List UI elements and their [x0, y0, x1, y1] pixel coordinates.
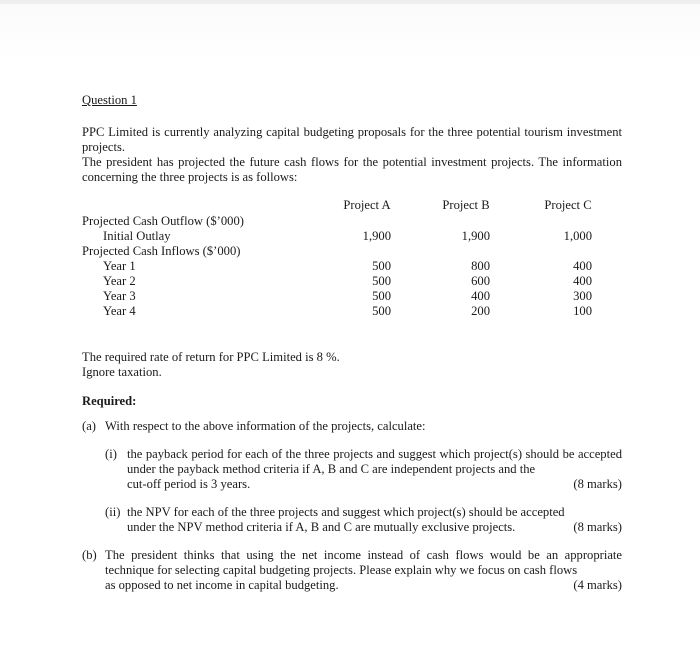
part-a-ii-last-line — [127, 520, 622, 535]
column-header-project-c: Project C — [544, 198, 592, 212]
part-a-ii — [105, 505, 622, 535]
part-a-i-text — [127, 447, 622, 492]
year3-a: 500 — [372, 289, 391, 303]
table-row — [82, 304, 622, 319]
question-title: Question 1 — [82, 93, 137, 107]
part-a-ii-last-text: under the NPV method criteria if A, B and C are mutually exclusive projects. — [127, 520, 516, 534]
part-a — [82, 419, 622, 434]
column-header-project-a: Project A — [343, 198, 391, 212]
taxation-note: Ignore taxation. — [82, 365, 162, 379]
notes-block — [82, 350, 622, 380]
year4-c: 100 — [573, 304, 592, 318]
year2-c: 400 — [573, 274, 592, 288]
part-a-label: (a) — [82, 419, 96, 433]
part-a-i — [105, 447, 622, 492]
year-label: Year 1 — [103, 259, 136, 273]
year-label: Year 3 — [103, 289, 136, 303]
table-row — [82, 289, 622, 304]
table-row — [82, 229, 622, 244]
inflow-header-row — [82, 244, 622, 259]
cash-flow-table — [82, 198, 622, 328]
table-header-row — [82, 198, 622, 213]
year2-a: 500 — [372, 274, 391, 288]
part-b-body: The president thinks that using the net income instead of cash flows would be an appropriate technique for selecting capital budgeting projects. Please explain why we focus on cash flows — [105, 548, 622, 577]
required-rate-note: The required rate of return for PPC Limited is 8 %. — [82, 350, 340, 364]
year3-b: 400 — [471, 289, 490, 303]
part-a-i-last-line — [127, 477, 622, 492]
year-label: Year 2 — [103, 274, 136, 288]
part-a-ii-body: the NPV for each of the three projects and suggest which project(s) should be accepted — [127, 505, 565, 519]
year4-a: 500 — [372, 304, 391, 318]
part-a-i-label: (i) — [105, 447, 117, 461]
year1-b: 800 — [471, 259, 490, 273]
part-a-ii-text — [127, 505, 622, 535]
part-b-last-text: as opposed to net income in capital budgeting. — [105, 578, 339, 592]
initial-outlay-label: Initial Outlay — [103, 229, 171, 243]
intro-paragraph-2: The president has projected the future cash flows for the potential investment projects. The information concerning the three projects is as follows: — [82, 155, 622, 184]
part-a-i-marks: (8 marks) — [573, 477, 622, 491]
part-a-ii-marks: (8 marks) — [573, 520, 622, 534]
table-row — [82, 274, 622, 289]
part-b-text — [105, 548, 622, 593]
year1-c: 400 — [573, 259, 592, 273]
year3-c: 300 — [573, 289, 592, 303]
initial-outlay-b: 1,900 — [461, 229, 490, 243]
initial-outlay-a: 1,900 — [362, 229, 391, 243]
year2-b: 600 — [471, 274, 490, 288]
year-label: Year 4 — [103, 304, 136, 318]
part-b-last-line — [105, 578, 622, 593]
outflow-header-row — [82, 214, 622, 229]
column-header-project-b: Project B — [442, 198, 490, 212]
table-row — [82, 259, 622, 274]
page-edge — [0, 0, 700, 4]
part-b-marks: (4 marks) — [573, 578, 622, 592]
part-a-i-body: the payback period for each of the three projects and suggest which project(s) should be accepted under the payback method criteria if A, B and C are independent projects and the — [127, 447, 622, 476]
part-a-i-last-text: cut-off period is 3 years. — [127, 477, 251, 491]
part-b — [82, 548, 622, 593]
part-a-text: With respect to the above information of the projects, calculate: — [105, 419, 426, 433]
inflow-header-label: Projected Cash Inflows ($’000) — [82, 244, 241, 258]
required-heading: Required: — [82, 394, 137, 408]
part-a-ii-label: (ii) — [105, 505, 121, 519]
year1-a: 500 — [372, 259, 391, 273]
outflow-header-label: Projected Cash Outflow ($’000) — [82, 214, 244, 228]
part-b-label: (b) — [82, 548, 97, 562]
question-document — [82, 93, 622, 593]
year4-b: 200 — [471, 304, 490, 318]
initial-outlay-c: 1,000 — [563, 229, 592, 243]
intro-paragraph-1: PPC Limited is currently analyzing capital budgeting proposals for the three potential tourism investment projects. — [82, 125, 622, 154]
